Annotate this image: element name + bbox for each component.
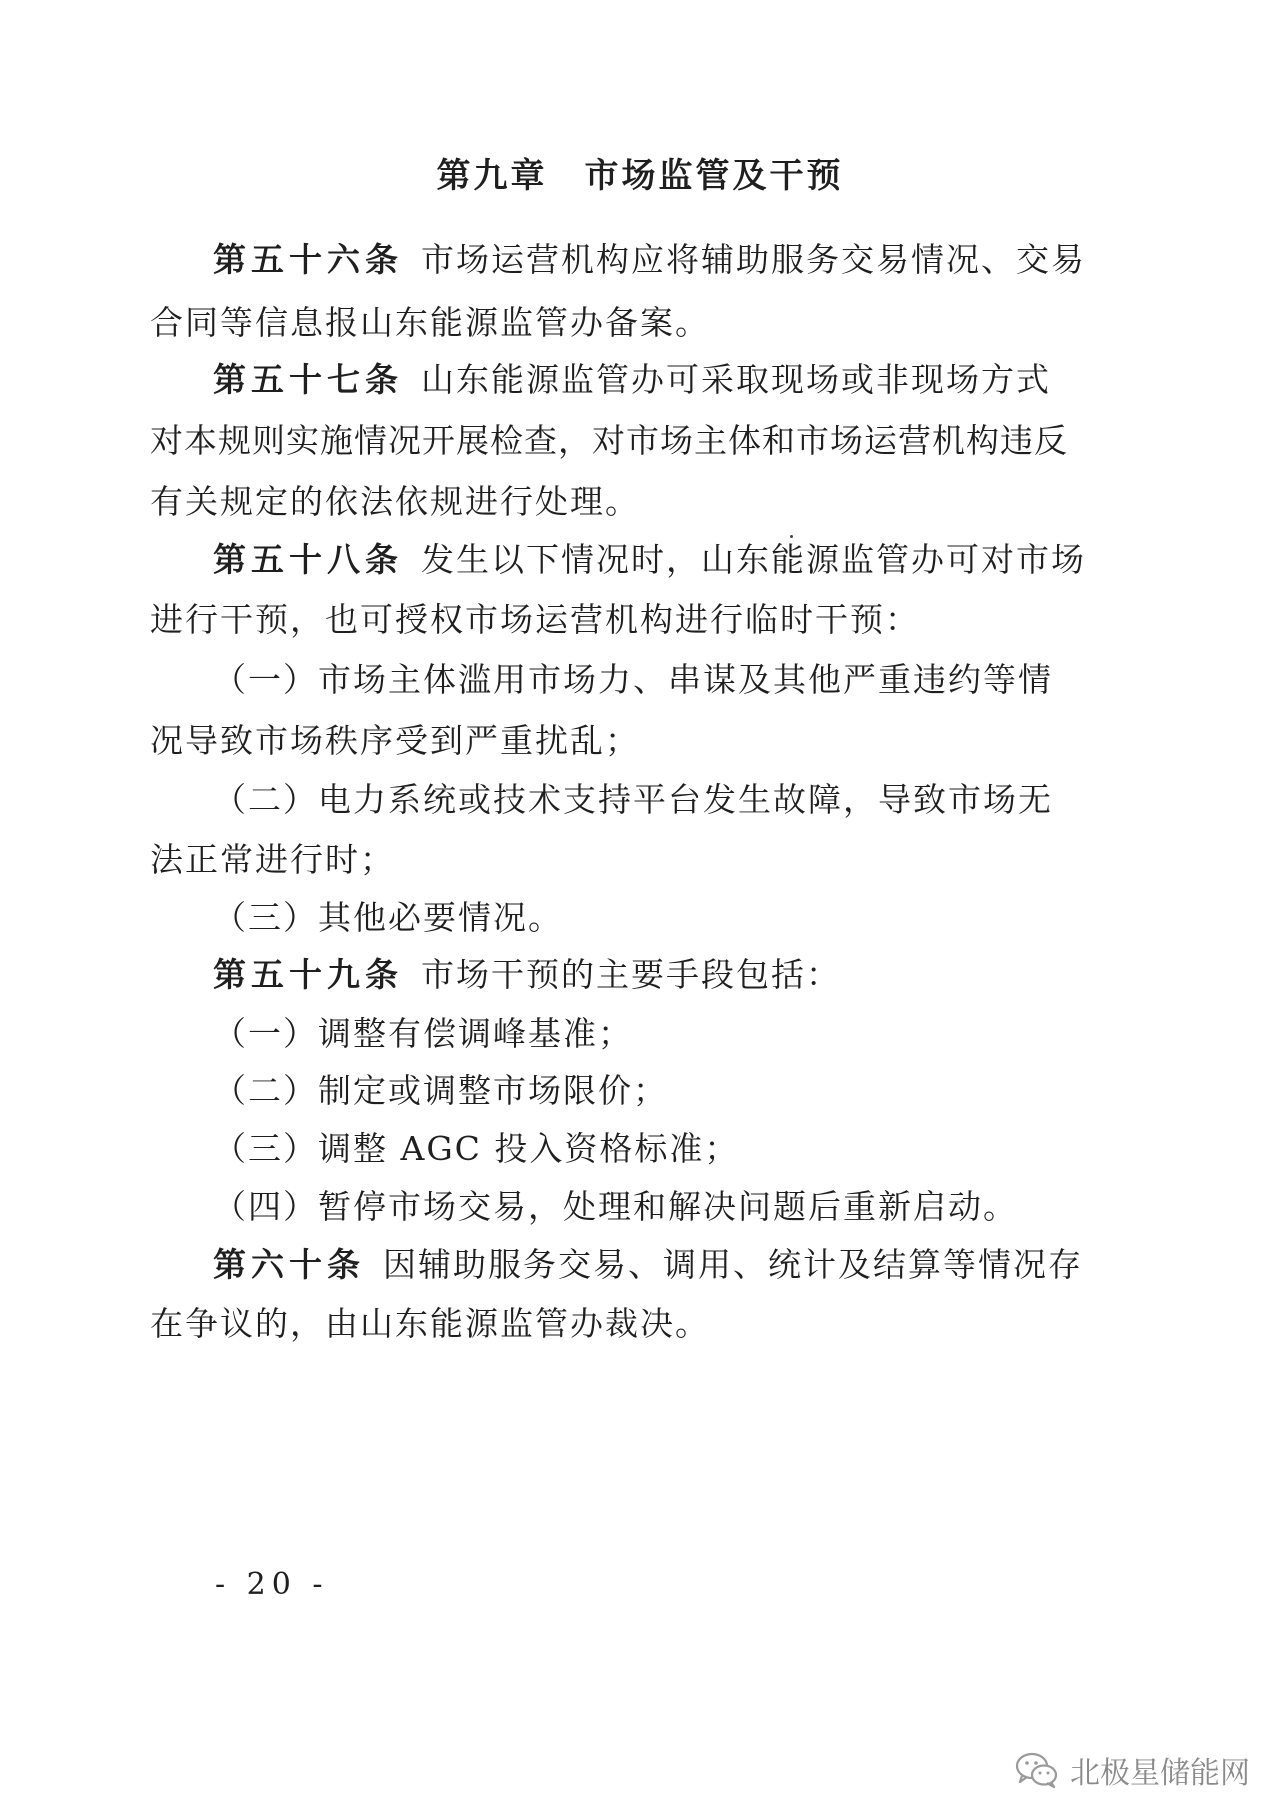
article-56-label: 第五十六条 <box>213 240 403 279</box>
scan-speck <box>790 535 793 538</box>
article-57-text-1: 山东能源监管办可采取现场或非现场方式 <box>421 360 1051 399</box>
article-57-line-1 <box>213 360 1051 400</box>
article-56-line-1 <box>213 240 1086 280</box>
article-58-item-2-line-2: 法正常进行时； <box>150 840 395 879</box>
article-56-text-1: 市场运营机构应将辅助服务交易情况、交易 <box>421 240 1086 279</box>
article-58-item-1-line-2: 况导致市场秩序受到严重扰乱； <box>150 721 640 760</box>
article-59-item-3: （三）调整 AGC 投入资格标准； <box>213 1129 740 1168</box>
article-59-item-2: （二）制定或调整市场限价； <box>213 1071 668 1110</box>
article-59-line-1 <box>213 955 841 995</box>
watermark-text: 北极星储能网 <box>1070 1756 1250 1791</box>
chapter-title: 第九章 市场监管及干预 <box>436 156 844 196</box>
article-58-label: 第五十八条 <box>213 540 403 579</box>
article-57-line-3: 有关规定的依法依规进行处理。 <box>150 482 640 521</box>
page-number: - 20 - <box>215 1567 329 1602</box>
article-56-line-2: 合同等信息报山东能源监管办备案。 <box>150 303 710 342</box>
article-59-label: 第五十九条 <box>213 955 403 994</box>
article-58-item-2-line-1: （二）电力系统或技术支持平台发生故障，导致市场无 <box>213 780 1053 819</box>
article-59-item-4: （四）暂停市场交易，处理和解决问题后重新启动。 <box>213 1187 1018 1226</box>
watermark <box>1014 1748 1250 1792</box>
article-60-line-2: 在争议的，由山东能源监管办裁决。 <box>150 1304 710 1343</box>
article-59-item-1: （一）调整有偿调峰基准； <box>213 1014 633 1053</box>
wechat-icon <box>1014 1750 1060 1790</box>
article-58-line-1 <box>213 540 1086 580</box>
article-58-item-1-line-1: （一）市场主体滥用市场力、串谋及其他严重违约等情 <box>213 660 1053 699</box>
article-60-label: 第六十条 <box>213 1245 365 1284</box>
article-58-text-1: 发生以下情况时，山东能源监管办可对市场 <box>421 540 1086 579</box>
article-57-line-2: 对本规则实施情况开展检查，对市场主体和市场运营机构违反 <box>150 421 1068 460</box>
article-57-label: 第五十七条 <box>213 360 403 399</box>
article-60-line-1 <box>213 1245 1083 1285</box>
article-60-text-1: 因辅助服务交易、调用、统计及结算等情况存 <box>383 1245 1083 1284</box>
article-59-text-1: 市场干预的主要手段包括： <box>421 955 841 994</box>
article-58-item-3: （三）其他必要情况。 <box>213 898 563 937</box>
article-58-line-2: 进行干预，也可授权市场运营机构进行临时干预： <box>150 600 920 639</box>
